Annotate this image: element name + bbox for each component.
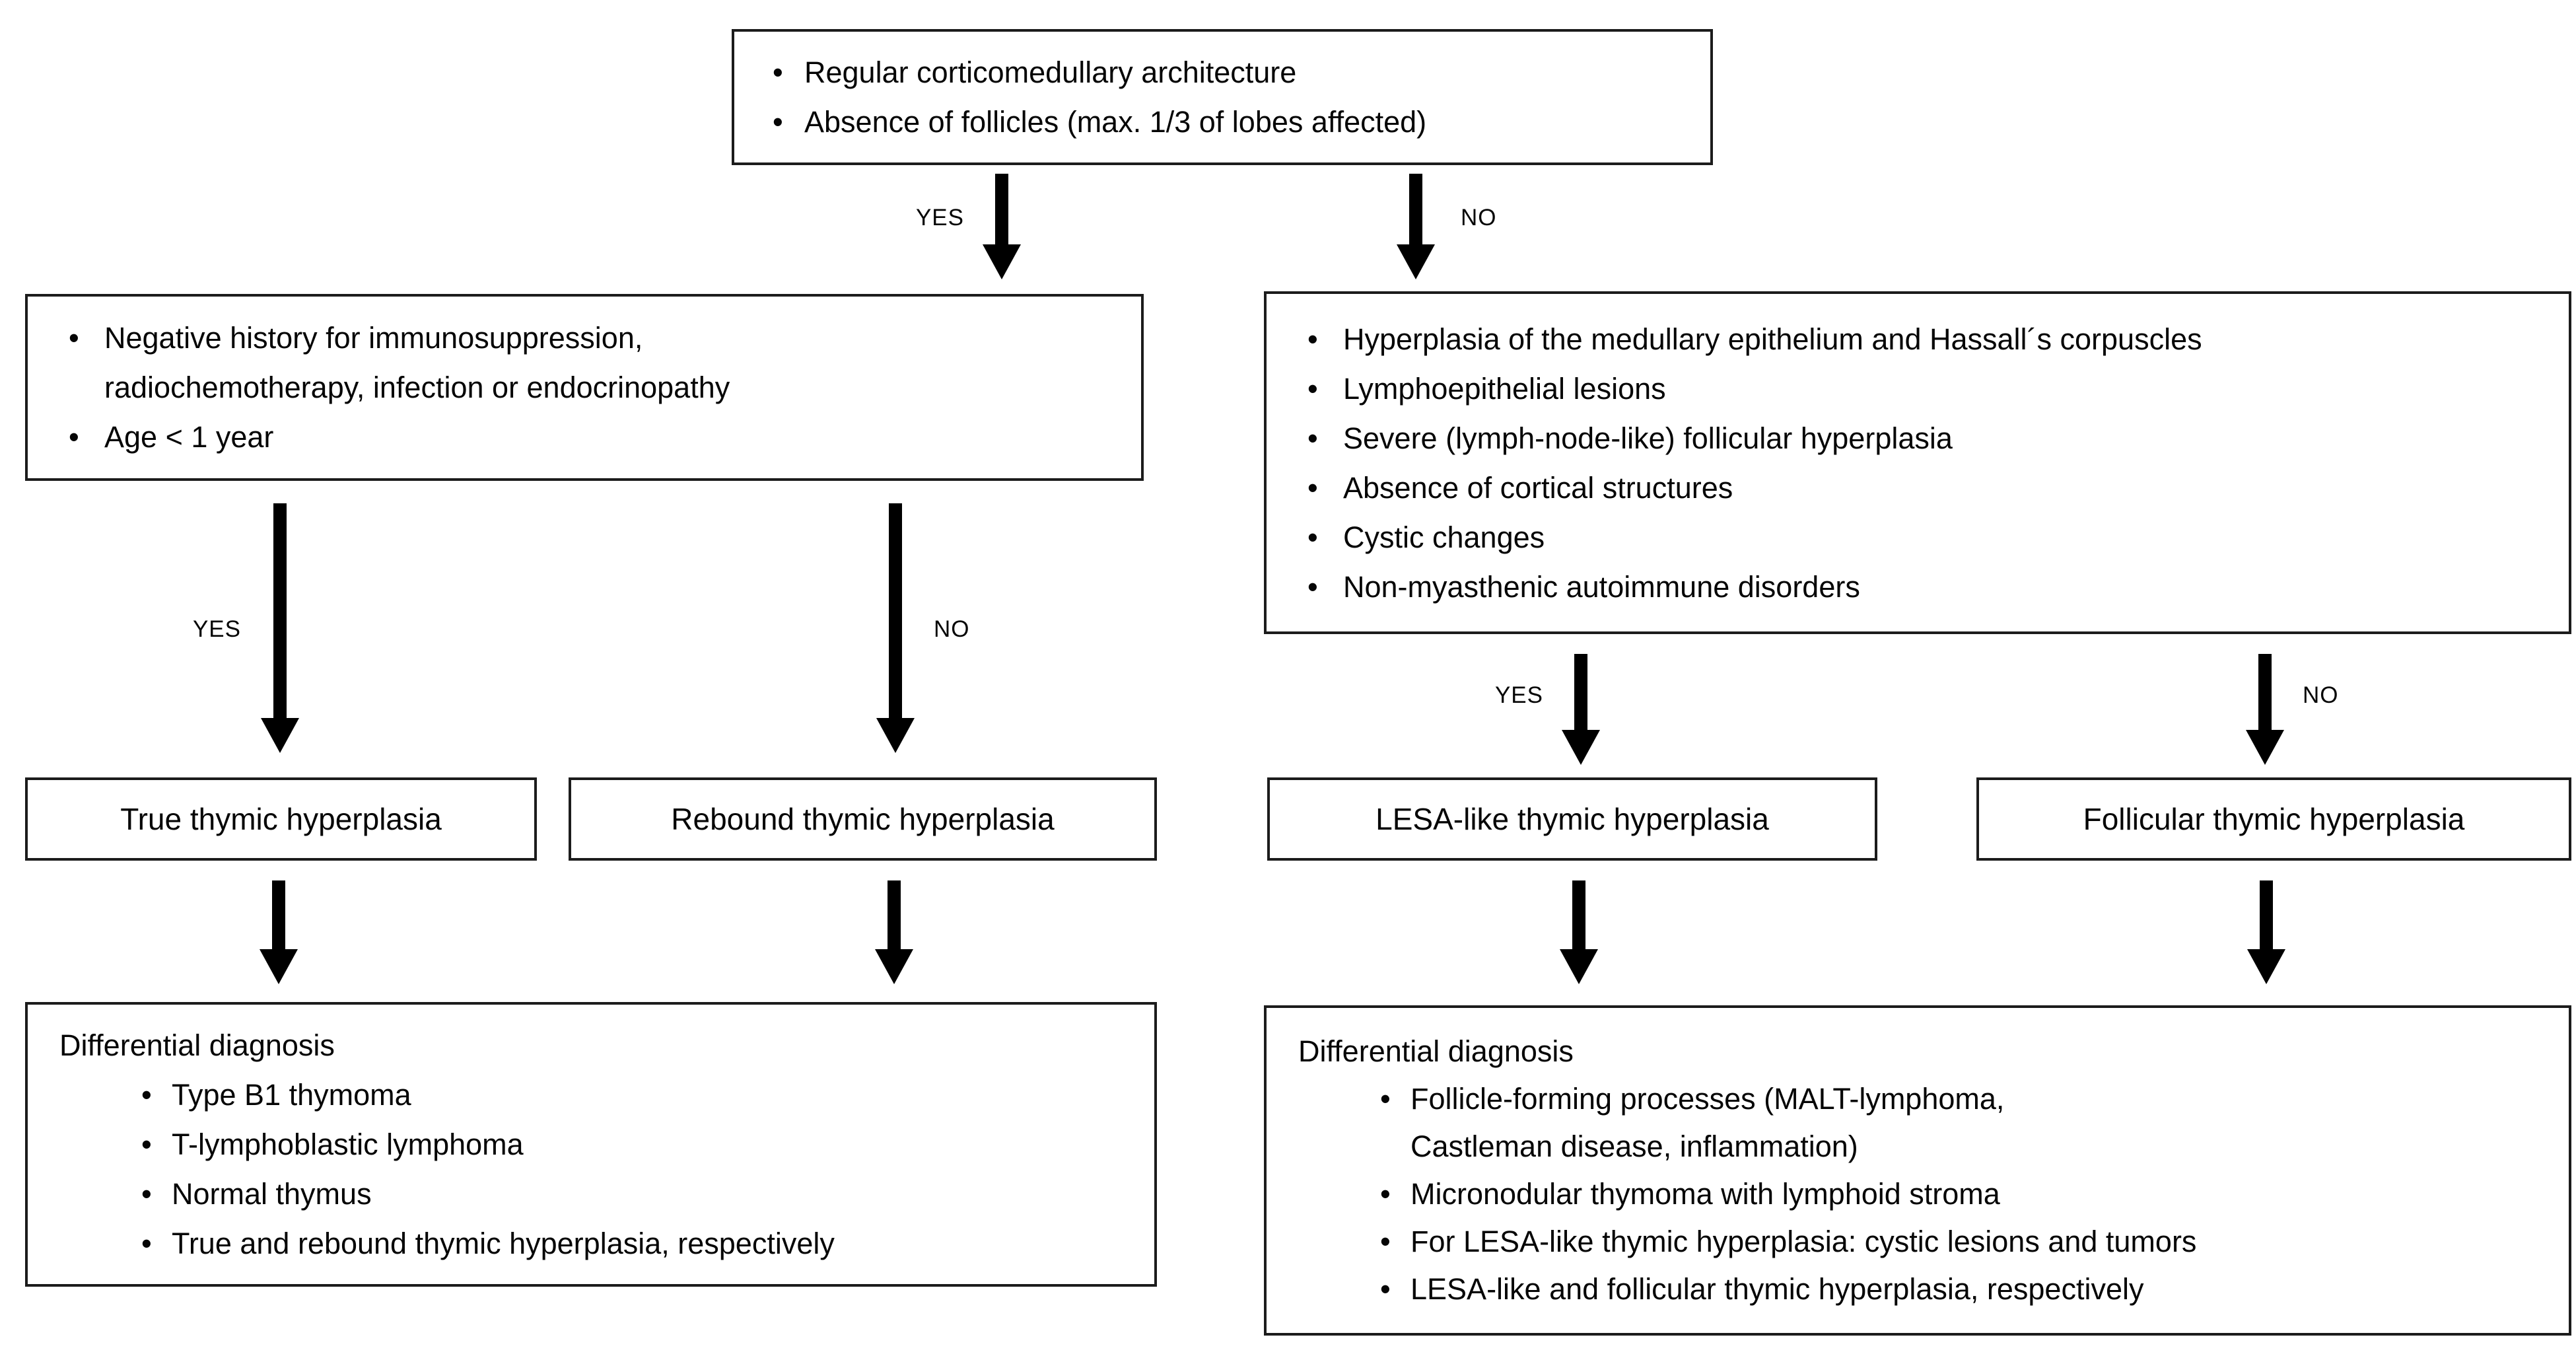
arrow-shaft: [1409, 174, 1422, 248]
arrow-root-no: [1397, 174, 1435, 279]
bullet-list: [734, 48, 1710, 147]
label-no: NO: [1461, 205, 1497, 231]
arrow-head-icon: [260, 949, 298, 984]
arrow-shaft: [273, 503, 287, 721]
bullet-item: [1380, 1218, 2569, 1266]
arrow-lesa-to-dd: [1560, 880, 1598, 984]
result-label: LESA-like thymic hyperplasia: [1375, 802, 1769, 836]
bullet-text: Hyperplasia of the medullary epithelium and Hassall´s corpuscles: [1343, 322, 2202, 356]
differential-diagnosis-title: Differential diagnosis: [59, 1028, 335, 1062]
bullet-item: [773, 97, 1710, 147]
result-box-rebound-thymic-hyperplasia: [569, 777, 1157, 861]
bullet-text: Absence of cortical structures: [1343, 470, 1733, 505]
bullet-text: For LESA-like thymic hyperplasia: cystic lesions and tumors: [1410, 1225, 2197, 1258]
bullet-item: [773, 48, 1710, 97]
bullet-text: T-lymphoblastic lymphoma: [172, 1128, 524, 1161]
bullet-text: Cystic changes: [1343, 520, 1545, 554]
decision-box-left-criteria: [25, 294, 1144, 481]
bullet-item: [141, 1169, 1154, 1219]
bullet-item: [69, 412, 1141, 462]
arrow-shaft: [889, 503, 902, 721]
bullet-text: Micronodular thymoma with lymphoid stroma: [1410, 1177, 2000, 1211]
arrow-root-yes: [983, 174, 1021, 279]
bullet-text: Absence of follicles (max. 1/3 of lobes affected): [804, 105, 1427, 139]
bullet-item: [1307, 562, 2569, 612]
result-label: True thymic hyperplasia: [120, 802, 442, 836]
bullet-text-continuation: radiochemotherapy, infection or endocrinopathy: [104, 371, 730, 404]
bullet-item: [1307, 314, 2569, 364]
arrow-head-icon: [1562, 730, 1600, 765]
arrow-head-icon: [876, 718, 915, 753]
result-label: Follicular thymic hyperplasia: [2083, 802, 2465, 836]
decision-box-right-criteria: [1264, 291, 2571, 634]
bullet-item: [69, 313, 1141, 412]
arrow-head-icon: [261, 718, 299, 753]
arrow-left-no: [876, 503, 915, 753]
bullet-list: [1267, 314, 2569, 612]
label-yes: YES: [915, 205, 964, 231]
differential-diagnosis-box-right: [1264, 1005, 2571, 1336]
bullet-item: [1380, 1075, 2569, 1170]
bullet-text: Age < 1 year: [104, 420, 274, 454]
bullet-item: [1307, 413, 2569, 463]
bullet-text: True and rebound thymic hyperplasia, respectively: [172, 1227, 835, 1260]
bullet-list: [28, 313, 1141, 462]
bullet-item: [141, 1219, 1154, 1268]
bullet-text: Type B1 thymoma: [172, 1078, 411, 1112]
result-label: Rebound thymic hyperplasia: [671, 802, 1055, 836]
bullet-item: [1307, 463, 2569, 513]
arrow-head-icon: [1560, 949, 1598, 984]
label-yes: YES: [1494, 682, 1543, 708]
arrow-shaft: [1574, 654, 1587, 733]
decision-box-root-criteria: [732, 29, 1713, 165]
bullet-text: Severe (lymph-node-like) follicular hyperplasia: [1343, 421, 1953, 455]
arrow-shaft: [272, 880, 285, 952]
bullet-item: [1380, 1170, 2569, 1218]
bullet-text: Normal thymus: [172, 1177, 372, 1211]
arrow-head-icon: [1397, 244, 1435, 279]
bullet-text: Follicle-forming processes (MALT-lymphoma,: [1410, 1082, 2005, 1116]
label-no: NO: [934, 616, 970, 642]
bullet-text: LESA-like and follicular thymic hyperplasia, respectively: [1410, 1272, 2144, 1306]
arrow-head-icon: [2247, 949, 2285, 984]
arrow-shaft: [995, 174, 1008, 248]
bullet-text: Non-myasthenic autoimmune disorders: [1343, 569, 1860, 604]
arrow-shaft: [2260, 880, 2273, 952]
bullet-text: Lymphoepithelial lesions: [1343, 371, 1666, 406]
result-box-lesa-like-thymic-hyperplasia: [1267, 777, 1877, 861]
arrow-shaft: [1572, 880, 1585, 952]
bullet-text-continuation: Castleman disease, inflammation): [1410, 1129, 1858, 1163]
bullet-item: [1307, 513, 2569, 562]
arrow-shaft: [2258, 654, 2272, 733]
arrow-right-yes: [1562, 654, 1600, 765]
label-no: NO: [2303, 682, 2339, 708]
result-box-follicular-thymic-hyperplasia: [1976, 777, 2571, 861]
bullet-text: Negative history for immunosuppression,: [104, 321, 643, 355]
arrow-rebound-to-dd: [875, 880, 913, 984]
differential-diagnosis-box-left: [25, 1002, 1157, 1287]
bullet-item: [1307, 364, 2569, 413]
bullet-item: [141, 1070, 1154, 1120]
result-box-true-thymic-hyperplasia: [25, 777, 537, 861]
arrow-left-yes: [261, 503, 299, 753]
bullet-item: [141, 1120, 1154, 1169]
arrow-shaft: [888, 880, 901, 952]
arrow-head-icon: [983, 244, 1021, 279]
bullet-list: [1267, 1075, 2569, 1313]
arrow-head-icon: [2246, 730, 2284, 765]
bullet-text: Regular corticomedullary architecture: [804, 55, 1297, 89]
label-yes: YES: [192, 616, 241, 642]
arrow-follicular-to-dd: [2247, 880, 2285, 984]
arrow-head-icon: [875, 949, 913, 984]
arrow-true-to-dd: [260, 880, 298, 984]
differential-diagnosis-title: Differential diagnosis: [1298, 1034, 1574, 1068]
bullet-list: [28, 1070, 1154, 1268]
arrow-right-no: [2246, 654, 2284, 765]
bullet-item: [1380, 1266, 2569, 1313]
